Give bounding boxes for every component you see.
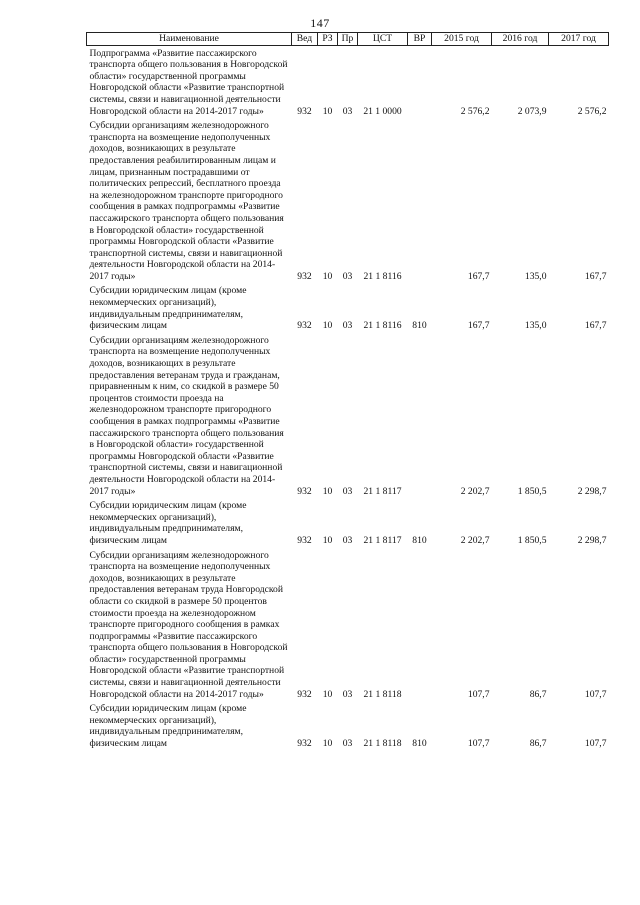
row-pr: 03 xyxy=(342,320,353,332)
row-name: Субсидии юридическим лицам (кроме некоммерческих организаций), индивидуальным предпринимателям, физическим лицам xyxy=(89,703,247,750)
row-2016: 135,0 xyxy=(524,320,547,332)
row-2015: 2 202,7 xyxy=(460,534,490,546)
table-row xyxy=(87,497,609,546)
table-row xyxy=(87,117,609,282)
row-ved: 932 xyxy=(297,534,312,546)
table-row xyxy=(87,547,609,701)
row-ved: 932 xyxy=(297,485,312,497)
row-pr: 03 xyxy=(342,105,353,117)
row-2016: 1 850,5 xyxy=(517,485,547,497)
row-2016: 86,7 xyxy=(529,688,547,700)
table-header-row xyxy=(87,33,609,46)
row-ved: 932 xyxy=(297,738,312,750)
table-row xyxy=(87,332,609,497)
header-rz: РЗ xyxy=(318,33,338,46)
header-2017: 2017 год xyxy=(549,33,609,46)
row-2016: 135,0 xyxy=(524,270,547,282)
row-2016: 2 073,9 xyxy=(517,105,547,117)
row-cst: 21 1 8118 xyxy=(363,688,402,700)
row-2015: 2 202,7 xyxy=(460,485,490,497)
header-2015: 2015 год xyxy=(432,33,492,46)
row-2015: 167,7 xyxy=(467,320,490,332)
budget-table xyxy=(86,32,609,750)
row-name: Субсидии юридическим лицам (кроме некоммерческих организаций), индивидуальным предпринимателям, физическим лицам xyxy=(89,285,247,332)
header-vr: ВР xyxy=(408,33,432,46)
row-name: Субсидии юридическим лицам (кроме некоммерческих организаций), индивидуальным предпринимателям, физическим лицам xyxy=(89,500,247,546)
row-cst: 21 1 8116 xyxy=(363,320,402,332)
page-number: 147 xyxy=(310,16,330,30)
row-ved: 932 xyxy=(297,105,312,117)
row-rz: 10 xyxy=(322,105,333,117)
row-2015: 2 576,2 xyxy=(460,105,490,117)
row-rz: 10 xyxy=(322,270,333,282)
header-cst: ЦСТ xyxy=(358,33,408,46)
row-pr: 03 xyxy=(342,738,353,750)
header-ved: Вед xyxy=(292,33,318,46)
row-name: Субсидии организациям железнодорожного транспорта на возмещение недополученных доходов, возникающих в результате предоставления ветеранам труда и гражданам, приравненным к ним, со скидкой в размере 50 процентов стоимости проезда на железнодорожном транспорте пригородного сообщения в рамках подпрограммы «Развитие пассажирского транспорта общего пользования в Новгородской области» государственной программы Новгородской области «Развитие транспортной системы, связи и навигационной деятельности Новгородской области на 2014-2017 годы» xyxy=(89,334,284,497)
row-2017: 107,7 xyxy=(584,688,607,700)
row-vr xyxy=(408,332,432,497)
row-cst: 21 1 8117 xyxy=(363,485,402,497)
header-pr: Пр xyxy=(338,33,358,46)
row-ved: 932 xyxy=(297,270,312,282)
header-name: Наименование xyxy=(87,33,292,46)
row-vr: 810 xyxy=(412,534,427,546)
row-pr: 03 xyxy=(342,485,353,497)
row-2017: 2 576,2 xyxy=(577,105,607,117)
row-cst: 21 1 8117 xyxy=(363,534,402,546)
row-ved: 932 xyxy=(297,688,312,700)
row-rz: 10 xyxy=(322,485,333,497)
row-pr: 03 xyxy=(342,270,353,282)
row-name: Субсидии организациям железнодорожного транспорта на возмещение недополученных доходов, возникающих в результате предоставления реабилитированным лицам и лицам, признанным пострадавшими от политических репрессий, бесплатного проезда на железнодорожном транспорте пригородного сообщения в рамках подпрограммы «Развитие пассажирского транспорта общего пользования в Новгородской области» государственной программы Новгородской области «Развитие транспортной системы, связи и навигационной деятельности Новгородской области на 2014-2017 годы» xyxy=(89,120,284,282)
row-2017: 107,7 xyxy=(584,738,607,750)
row-rz: 10 xyxy=(322,534,333,546)
row-2017: 2 298,7 xyxy=(577,534,607,546)
row-ved: 932 xyxy=(297,320,312,332)
row-pr: 03 xyxy=(342,534,353,546)
row-rz: 10 xyxy=(322,688,333,700)
row-name: Подпрограмма «Развитие пассажирского транспорта общего пользования в Новгородской области» государственной программы Новгородской области «Развитие транспортной системы, связи и навигационной деятельности Новгородской области на 2014-2017 годы» xyxy=(89,47,288,117)
row-2015: 107,7 xyxy=(467,688,490,700)
row-rz: 10 xyxy=(322,738,333,750)
row-2015: 167,7 xyxy=(467,270,490,282)
row-cst: 21 1 8118 xyxy=(363,738,402,750)
table-row xyxy=(87,45,609,117)
row-vr xyxy=(408,45,432,117)
row-rz: 10 xyxy=(322,320,333,332)
row-2016: 1 850,5 xyxy=(517,534,547,546)
row-name: Субсидии организациям железнодорожного транспорта на возмещение недополученных доходов, возникающих в результате предоставления ветеранам труда Новгородской области со скидкой в размере 50 процентов стоимости проезда на железнодорожном транспорте пригородного сообщения в рамках подпрограммы «Развитие пассажирского транспорта общего пользования в Новгородской области» государственной программы Новгородской области «Развитие транспортной системы, связи и навигационной деятельности Новгородской области на 2014-2017 годы» xyxy=(89,549,288,700)
row-2016: 86,7 xyxy=(529,738,547,750)
row-2017: 167,7 xyxy=(584,320,607,332)
row-vr xyxy=(408,117,432,282)
row-cst: 21 1 8116 xyxy=(363,270,402,282)
row-vr xyxy=(408,547,432,701)
row-2015: 107,7 xyxy=(467,738,490,750)
header-2016: 2016 год xyxy=(492,33,549,46)
row-cst: 21 1 0000 xyxy=(363,105,402,117)
row-vr: 810 xyxy=(412,320,427,332)
row-2017: 167,7 xyxy=(584,270,607,282)
table-row xyxy=(87,282,609,331)
table-row xyxy=(87,700,609,749)
row-pr: 03 xyxy=(342,688,353,700)
row-2017: 2 298,7 xyxy=(577,485,607,497)
row-vr: 810 xyxy=(412,738,427,750)
